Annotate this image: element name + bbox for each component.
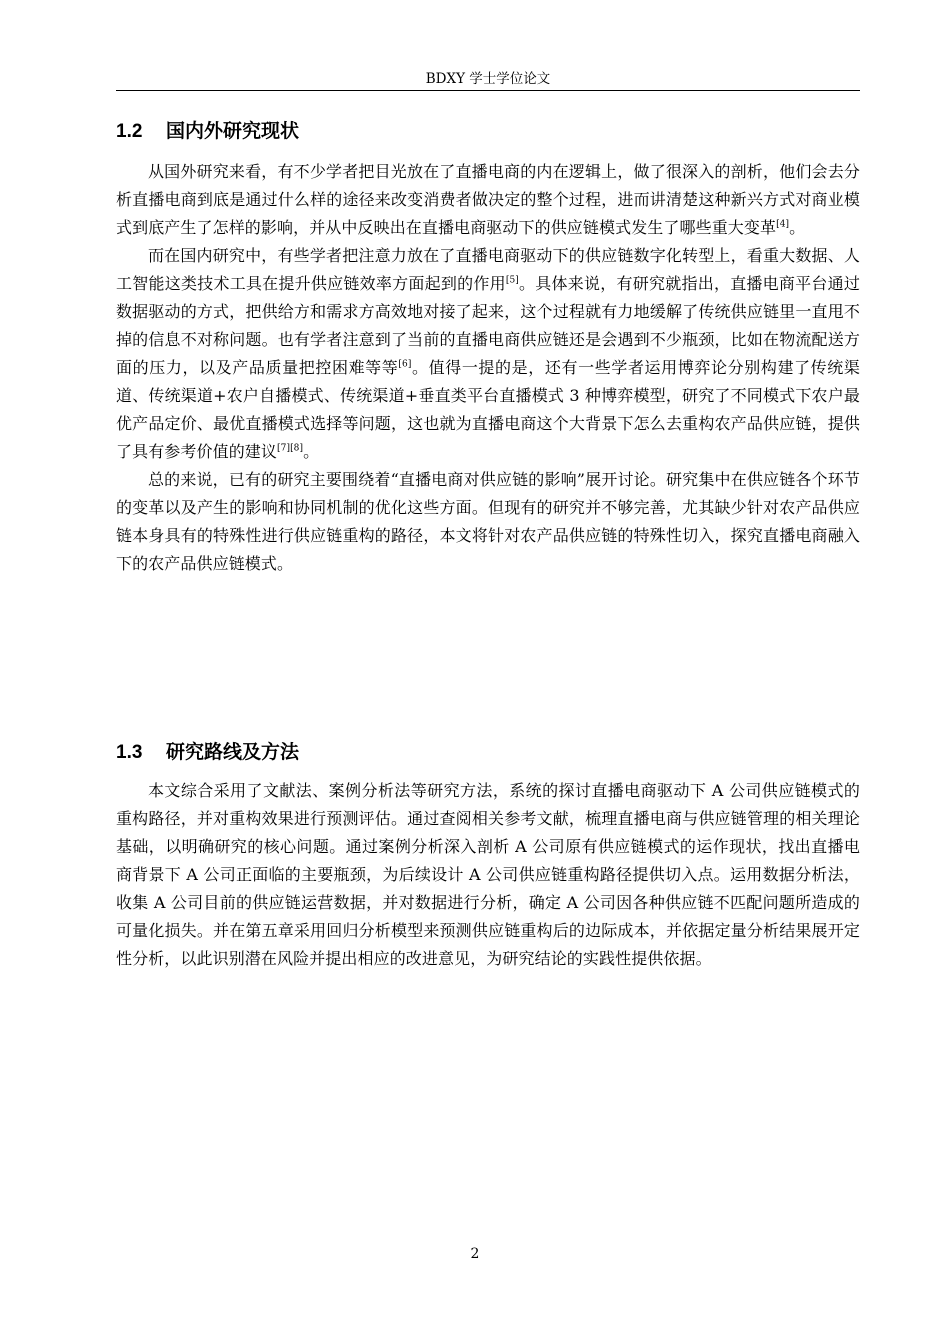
paragraph-text: 。 — [303, 442, 320, 461]
paragraph-text: 。 — [789, 218, 806, 237]
citation-ref: [4] — [776, 219, 790, 230]
citation-ref: [5] — [505, 275, 519, 286]
section-1-2 — [116, 116, 860, 578]
section-title: 国内外研究现状 — [166, 120, 300, 142]
section-title: 研究路线及方法 — [166, 741, 300, 763]
paragraph-text: 而在国内研究中，有些学者把注意力放在了直播电商驱动下的供应链数字化转型上，看重大数据、人工智能这类技术工具在提升供应链效率方面起到的作用 — [116, 246, 860, 293]
section-heading — [116, 116, 860, 146]
section-1-3 — [116, 737, 860, 973]
section-heading — [116, 737, 860, 767]
citation-ref: [6] — [398, 359, 412, 370]
section-body — [116, 777, 860, 973]
paragraph — [116, 777, 860, 973]
paragraph — [116, 466, 860, 578]
paragraph-text: 本文综合采用了文献法、案例分析法等研究方法，系统的探讨直播电商驱动下 A 公司供应链模式的重构路径，并对重构效果进行预测评估。通过查阅相关参考文献，梳理直播电商与供应链管理的相关理论基础，以明确研究的核心问题。通过案例分析深入剖析 A 公司原有供应链模式的运作现状，找出直播电商背景下 A 公司正面临的主要瓶颈，为后续设计 A 公司供应链重构路径提供切入点。运用数据分析法，收集 A 公司目前的供应链运营数据，并对数据进行分析，确定 A 公司因各种供应链不匹配问题所造成的可量化损失。并在第五章采用回归分析模型来预测供应链重构后的边际成本，并依据定量分析结果展开定性分析，以此识别潜在风险并提出相应的改进意见，为研究结论的实践性提供依据。 — [116, 781, 860, 968]
paragraph-text: 。值得一提的是，还有一些学者运用博弈论分别构建了传统渠道、传统渠道+农户自播模式、传统渠道+垂直类平台直播模式 3 种博弈模型，研究了不同模式下农户最优产品定价、最优直播模式选择等问题，这也就为直播电商这个大背景下怎么去重构农产品供应链，提供了具有参考价值的建议 — [116, 358, 860, 461]
section-number: 1.2 — [116, 121, 143, 142]
header-title: BDXY 学士学位论文 — [425, 71, 551, 87]
section-number: 1.3 — [116, 742, 143, 763]
paragraph-text: 。具体来说，有研究就指出，直播电商平台通过数据驱动的方式，把供给方和需求方高效地对接了起来，这个过程就有力地缓解了传统供应链里一直甩不掉的信息不对称问题。也有学者注意到了当前的直播电商供应链还是会遇到不少瓶颈，比如在物流配送方面的压力，以及产品质量把控困难等等 — [116, 274, 860, 377]
citation-ref: [7][8] — [277, 443, 304, 454]
section-body — [116, 158, 860, 578]
page-number: 2 — [470, 1246, 480, 1262]
paragraph-text: 从国外研究来看，有不少学者把目光放在了直播电商的内在逻辑上，做了很深入的剖析，他们会去分析直播电商到底是通过什么样的途径来改变消费者做决定的整个过程，进而讲清楚这种新兴方式对商业模式到底产生了怎样的影响，并从中反映出在直播电商驱动下的供应链模式发生了哪些重大变革 — [116, 162, 860, 237]
paragraph — [116, 158, 860, 242]
paragraph — [116, 242, 860, 466]
running-header — [116, 68, 860, 91]
paragraph-text: 总的来说，已有的研究主要围绕着“直播电商对供应链的影响”展开讨论。研究集中在供应链各个环节的变革以及产生的影响和协同机制的优化这些方面。但现有的研究并不够完善，尤其缺少针对农产品供应链本身具有的特殊性进行供应链重构的路径，本文将针对农产品供应链的特殊性切入，探究直播电商融入下的农产品供应链模式。 — [116, 470, 860, 573]
